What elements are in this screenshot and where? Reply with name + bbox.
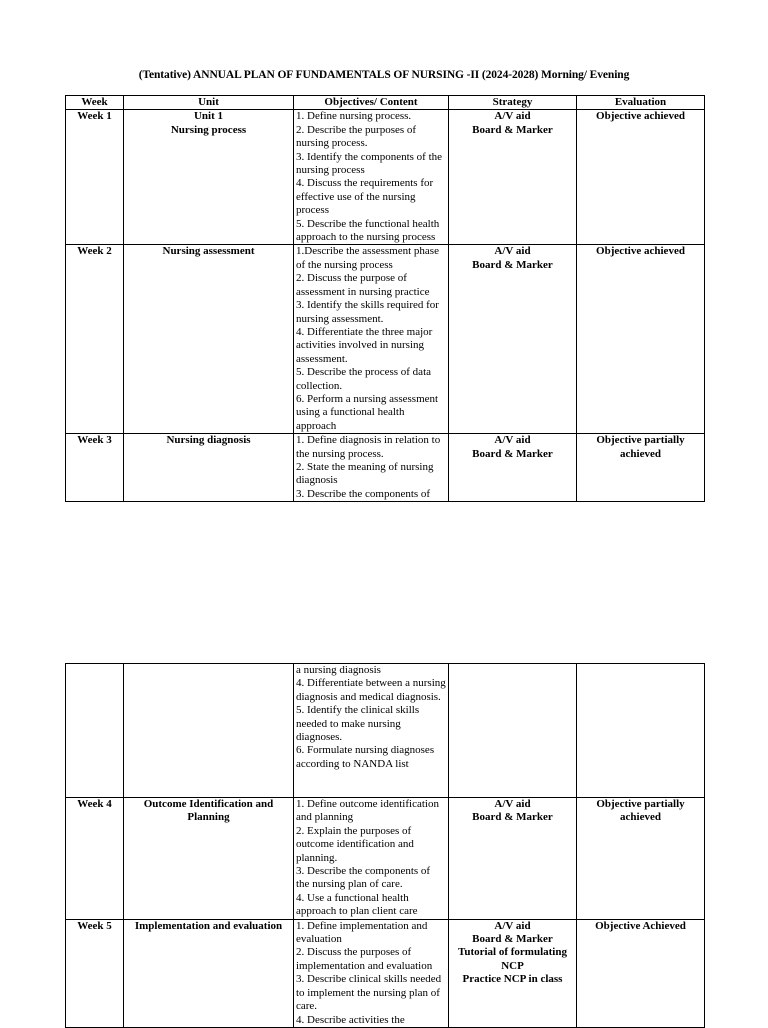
strategy-line: A/V aid: [494, 798, 531, 810]
objectives-line: 1. Define diagnosis in relation to the nursing process.: [296, 434, 441, 460]
evaluation-line: Objective achieved: [596, 110, 685, 123]
objectives-line: 5. Describe the process of data collection.: [296, 366, 432, 392]
unit-cell: [124, 919, 294, 1027]
unit-line: Implementation and evaluation: [134, 919, 283, 932]
week-cell: Week 2: [66, 245, 124, 434]
evaluation-line: Objective partially achieved: [596, 434, 685, 460]
objectives-line: 3. Identify the skills required for nursing assessment.: [296, 299, 439, 325]
strategy-cell: [449, 245, 577, 434]
objectives-cell: [294, 798, 449, 920]
strategy-line: A/V aid: [494, 919, 531, 932]
annual-plan-table-continued: [65, 663, 705, 1028]
objectives-line: a nursing diagnosis: [296, 664, 381, 676]
objectives-line: 3. Describe the components of the nursing plan of care.: [296, 865, 431, 891]
objectives-line: 4. Differentiate the three major activities involved in nursing assessment.: [296, 325, 433, 365]
table-row: [66, 798, 705, 920]
annual-plan-table: [65, 95, 705, 502]
strategy-cell: [449, 434, 577, 502]
objectives-line: 1. Define outcome identification and planning: [296, 798, 439, 824]
evaluation-cell: [577, 919, 705, 1027]
strategy-cell: [449, 110, 577, 245]
objectives-cell: [294, 110, 449, 245]
strategy-line: A/V aid: [494, 434, 531, 447]
objectives-line: 5. Describe the functional health approach to the nursing process: [296, 217, 440, 244]
objectives-line: 2. Explain the purposes of outcome identification and planning.: [296, 824, 414, 864]
header-unit: Unit: [124, 96, 294, 110]
objectives-line: 2. Discuss the purposes of implementation and evaluation: [296, 946, 433, 972]
evaluation-cell: [577, 664, 705, 798]
week-cell: Week 3: [66, 434, 124, 502]
table-header-row: [66, 96, 705, 110]
objectives-line: 3. Identify the components of the nursing process: [296, 150, 443, 177]
week-cell: Week 5: [66, 919, 124, 1027]
table-row: [66, 110, 705, 245]
unit-cell: [124, 664, 294, 798]
week-cell: Week 1: [66, 110, 124, 245]
table-row: [66, 919, 705, 1027]
header-evaluation: Evaluation: [577, 96, 705, 110]
unit-line: Outcome Identification and Planning: [143, 798, 274, 824]
unit-cell: [124, 434, 294, 502]
objectives-line: 2. State the meaning of nursing diagnosis: [296, 460, 434, 487]
unit-line: Nursing process: [170, 123, 247, 136]
objectives-cell: [294, 664, 449, 798]
week-cell: Week 4: [66, 798, 124, 920]
evaluation-line: Objective partially achieved: [596, 798, 685, 824]
evaluation-line: Objective Achieved: [595, 919, 686, 932]
objectives-cell: [294, 919, 449, 1027]
objectives-cell: [294, 434, 449, 502]
objectives-line: 4. Discuss the requirements for effective use of the nursing process: [296, 177, 434, 217]
objectives-line: 1. Define nursing process.: [296, 110, 412, 123]
strategy-line: Board & Marker: [472, 123, 553, 136]
unit-cell: [124, 798, 294, 920]
objectives-line: 2. Discuss the purpose of assessment in nursing practice: [296, 272, 430, 298]
unit-cell: [124, 110, 294, 245]
document-title: (Tentative) ANNUAL PLAN OF FUNDAMENTALS OF NURSING -II (2024-2028) Morning/ Evening: [138, 69, 630, 81]
objectives-line: 4. Use a functional health approach to plan client care: [296, 891, 418, 918]
week-cell: [66, 664, 124, 798]
unit-line: Nursing diagnosis: [166, 434, 251, 447]
evaluation-cell: [577, 110, 705, 245]
strategy-line: Board & Marker: [472, 811, 553, 824]
evaluation-cell: [577, 434, 705, 502]
evaluation-line: Objective achieved: [596, 245, 685, 258]
strategy-line: Tutorial of formulating NCP: [458, 946, 567, 972]
strategy-line: A/V aid: [494, 245, 531, 258]
strategy-cell: [449, 919, 577, 1027]
strategy-line: Board & Marker: [472, 933, 553, 946]
objectives-line: 3. Describe the components of: [296, 487, 431, 500]
objectives-line: 4. Describe activities the: [296, 1013, 405, 1026]
objectives-line: 5. Identify the clinical skills needed to make nursing diagnoses.: [296, 704, 420, 744]
unit-line: Nursing assessment: [162, 245, 255, 258]
objectives-line: 3. Describe clinical skills needed to implement the nursing plan of care.: [296, 973, 442, 1013]
objectives-line: 4. Differentiate between a nursing diagnosis and medical diagnosis.: [296, 677, 446, 703]
strategy-line: Board & Marker: [472, 447, 553, 460]
table-row: [66, 245, 705, 434]
evaluation-cell: [577, 245, 705, 434]
objectives-line: 1. Define implementation and evaluation: [296, 919, 428, 946]
header-objectives: Objectives/ Content: [294, 96, 449, 110]
objectives-line: 2. Describe the purposes of nursing process.: [296, 123, 417, 150]
table-row: [66, 664, 705, 798]
strategy-line: Board & Marker: [472, 258, 553, 271]
table-row: [66, 434, 705, 502]
objectives-line: 6. Perform a nursing assessment using a functional health approach: [296, 392, 439, 432]
unit-line: Unit 1: [193, 110, 224, 123]
strategy-cell: [449, 664, 577, 798]
strategy-line: Practice NCP in class: [462, 973, 563, 986]
objectives-cell: [294, 245, 449, 434]
strategy-cell: [449, 798, 577, 920]
objectives-line: 6. Formulate nursing diagnoses according to NANDA list: [296, 744, 435, 770]
strategy-line: A/V aid: [494, 110, 531, 123]
unit-cell: [124, 245, 294, 434]
evaluation-cell: [577, 798, 705, 920]
header-week: Week: [66, 96, 124, 110]
header-strategy: Strategy: [449, 96, 577, 110]
objectives-line: 1.Describe the assessment phase of the nursing process: [296, 245, 439, 271]
